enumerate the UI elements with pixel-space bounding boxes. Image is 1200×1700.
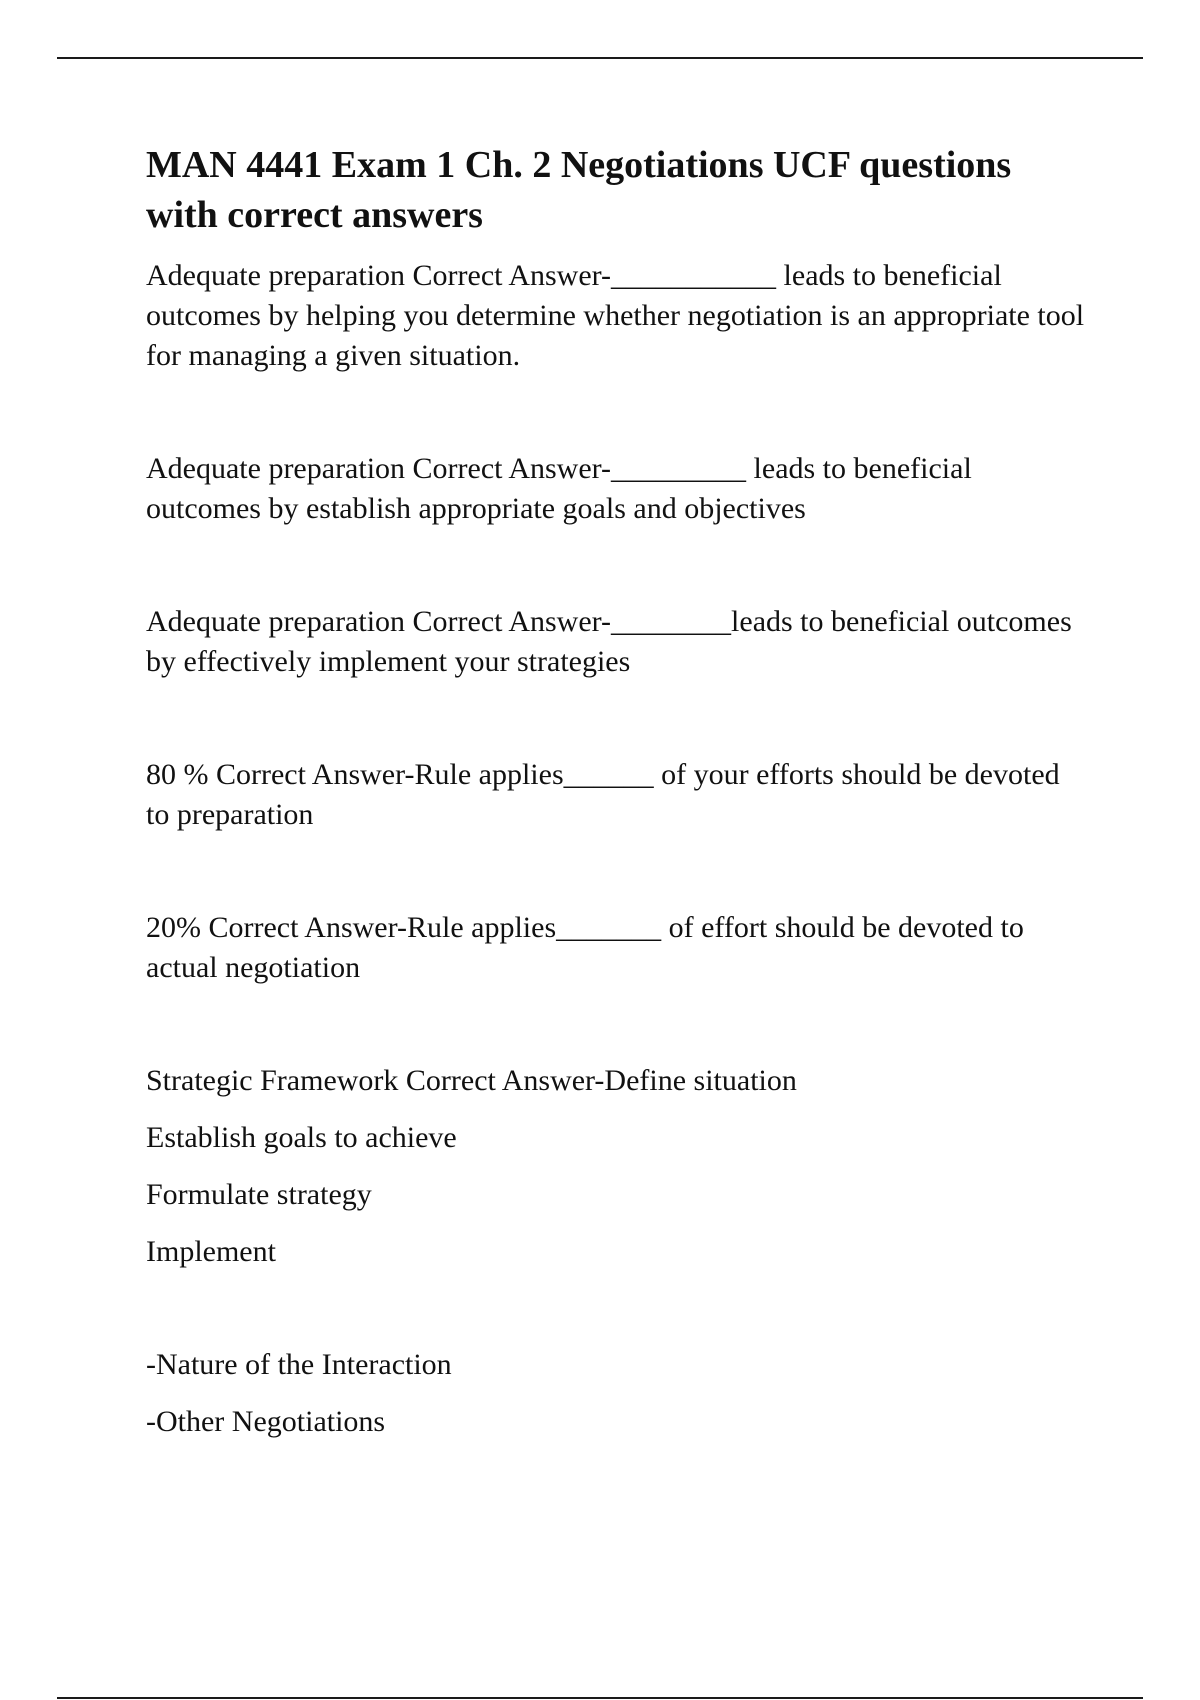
document-title: MAN 4441 Exam 1 Ch. 2 Negotiations UCF questions with correct answers [146, 144, 1012, 236]
qa-entry-4: 80 % Correct Answer-Rule applies______ of your efforts should be devoted to preparation [146, 758, 1060, 831]
note-item: -Other Negotiations [146, 1405, 386, 1438]
qa-entry-1: Adequate preparation Correct Answer-___________ leads to beneficial outcomes by helping you determine whether negotiation is an appropriate tool for managing a given situation. [146, 259, 1085, 372]
framework-heading: Strategic Framework Correct Answer-Define situation [146, 1064, 797, 1097]
qa-entry-2: Adequate preparation Correct Answer-_________ leads to beneficial outcomes by establish appropriate goals and objectives [146, 452, 972, 525]
document-body [146, 140, 1086, 1442]
top-divider [57, 57, 1143, 59]
strategic-framework [146, 1061, 1086, 1272]
qa-entry-5: 20% Correct Answer-Rule applies_______ of effort should be devoted to actual negotiation [146, 911, 1024, 984]
framework-step: Establish goals to achieve [146, 1121, 457, 1154]
notes-list [146, 1345, 1086, 1442]
framework-step: Formulate strategy [146, 1178, 372, 1211]
framework-step: Implement [146, 1235, 276, 1268]
qa-entry-3: Adequate preparation Correct Answer-________leads to beneficial outcomes by effectively implement your strategies [146, 605, 1072, 678]
bottom-divider [57, 1697, 1143, 1699]
note-item: -Nature of the Interaction [146, 1348, 452, 1381]
